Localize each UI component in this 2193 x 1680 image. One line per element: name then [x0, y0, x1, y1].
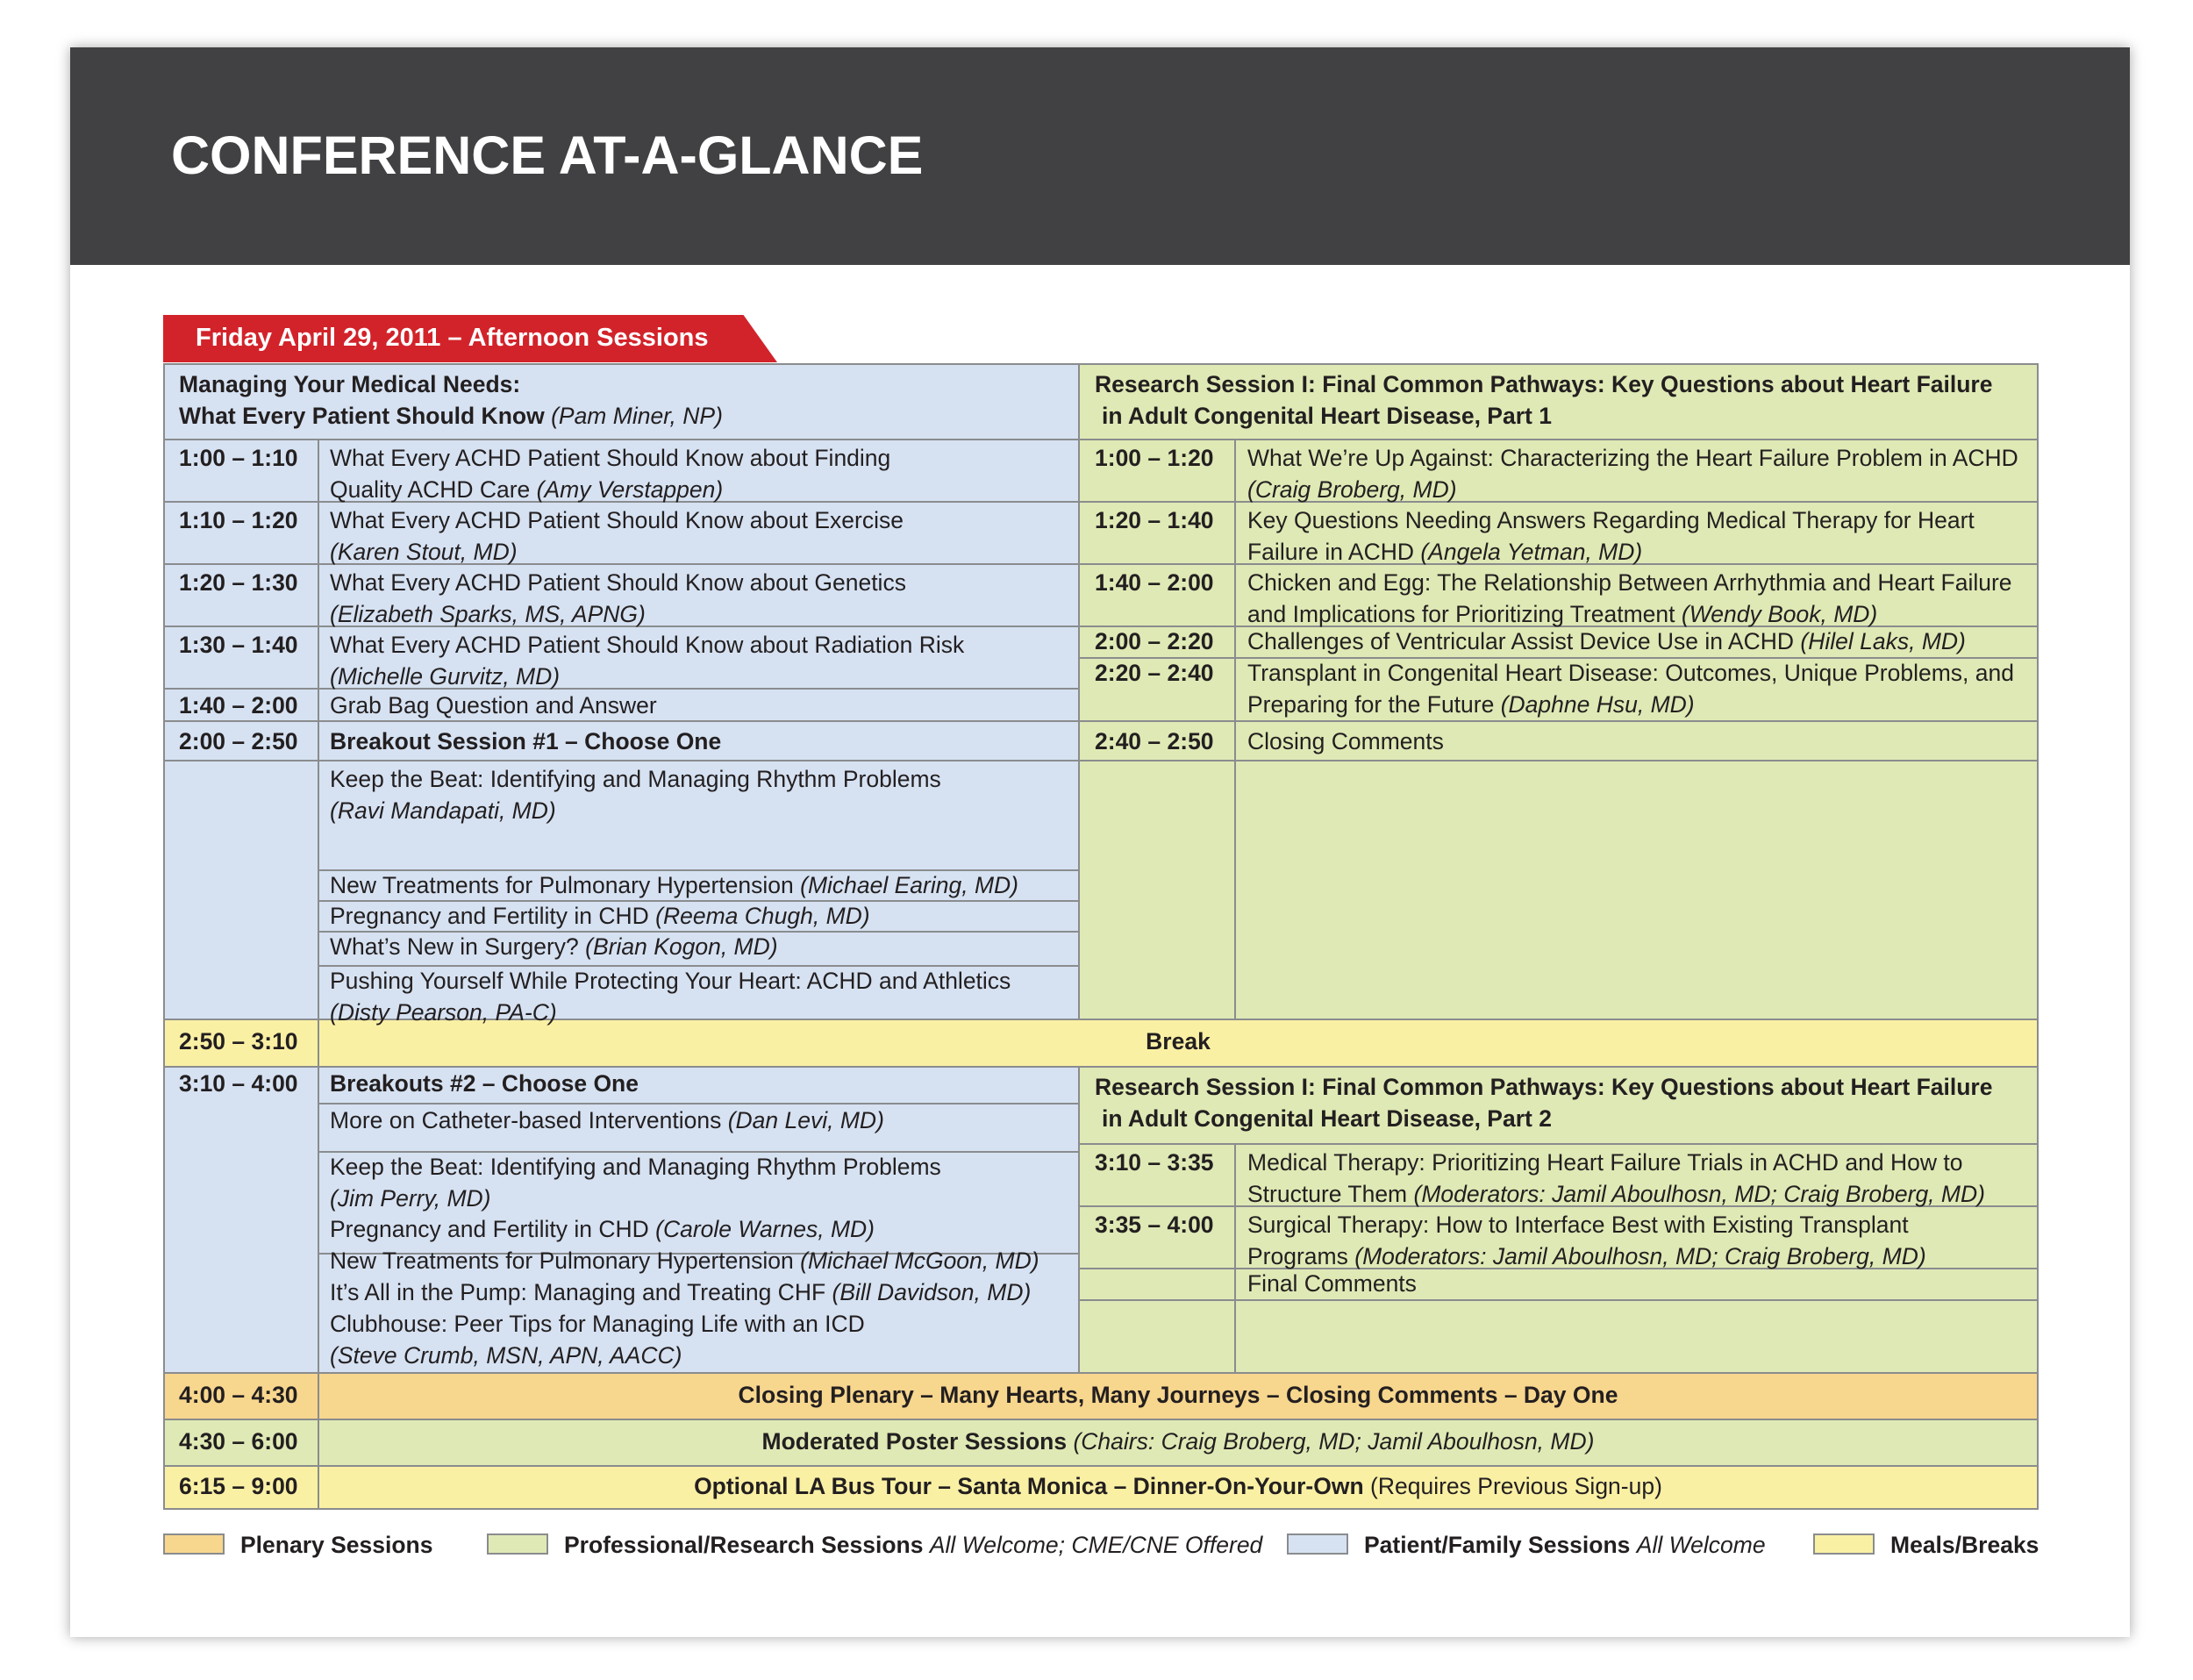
research-item: Key Questions Needing Answers Regarding Medical Therapy for Heart Failure in ACHD (Angela Yetman, MD) — [1247, 507, 1975, 565]
breakout-item: Clubhouse: Peer Tips for Managing Life with an ICD (Steve Crumb, MSN, APN, AACC) — [330, 1311, 865, 1369]
breakout-item: More on Catheter-based Interventions (Dan Levi, MD) — [330, 1107, 884, 1133]
time-slot: 2:00 – 2:50 — [179, 728, 298, 754]
time-slot: 1:00 – 1:20 — [1095, 445, 1214, 471]
time-slot: 3:10 – 4:00 — [179, 1070, 298, 1097]
legend-label-professional: Professional/Research Sessions All Welcome; CME/CNE Offered — [564, 1532, 1263, 1558]
time-slot: 2:20 – 2:40 — [1095, 660, 1214, 686]
time-slot: 1:00 – 1:10 — [179, 445, 298, 471]
break-label: Break — [1146, 1028, 1211, 1054]
research-item: Chicken and Egg: The Relationship Between Arrhythmia and Heart Failure and Implications for Prioritizing Treatment (Wendy Book, MD) — [1247, 569, 2012, 627]
legend-swatch-plenary — [163, 1533, 225, 1555]
legend-swatch-meals — [1813, 1533, 1875, 1555]
time-slot: 3:35 – 4:00 — [1095, 1212, 1214, 1238]
research-item: What We’re Up Against: Characterizing the Heart Failure Problem in ACHD (Craig Broberg, MD) — [1247, 445, 2018, 503]
breakout-item: New Treatments for Pulmonary Hypertension (Michael McGoon, MD) — [330, 1247, 1039, 1274]
time-slot: 1:10 – 1:20 — [179, 507, 298, 533]
breakout-item: Pregnancy and Fertility in CHD (Reema Chugh, MD) — [330, 903, 870, 929]
breakout-item: Pregnancy and Fertility in CHD (Carole Warnes, MD) — [330, 1216, 875, 1242]
breakout-label: Breakouts #2 – Choose One — [330, 1070, 639, 1097]
research-session-header-part1: Research Session I: Final Common Pathways: Key Questions about Heart Failure in Adult Congenital Heart Disease, Part 1 — [1095, 371, 1993, 429]
title-banner — [70, 47, 2130, 265]
time-slot: 1:20 – 1:30 — [179, 569, 298, 596]
plenary-label: Closing Plenary – Many Hearts, Many Journeys – Closing Comments – Day One — [738, 1382, 1618, 1408]
time-slot: 1:20 – 1:40 — [1095, 507, 1214, 533]
research-item: Surgical Therapy: How to Interface Best with Existing Transplant Programs (Moderators: Jamil Aboulhosn, MD; Craig Broberg, MD) — [1247, 1212, 1926, 1269]
legend-label-plenary: Plenary Sessions — [240, 1532, 433, 1558]
poster-session-label: Moderated Poster Sessions (Chairs: Craig Broberg, MD; Jamil Aboulhosn, MD) — [761, 1428, 1595, 1455]
time-slot: 1:40 – 2:00 — [179, 692, 298, 718]
patient-session-header: Managing Your Medical Needs: What Every Patient Should Know (Pam Miner, NP) — [179, 371, 723, 429]
breakout-item: Keep the Beat: Identifying and Managing Rhythm Problems (Ravi Mandapati, MD) — [330, 766, 941, 824]
session-item: What Every ACHD Patient Should Know about Exercise (Karen Stout, MD) — [330, 507, 904, 565]
day-tab — [163, 315, 777, 362]
research-session-header-part2: Research Session I: Final Common Pathways: Key Questions about Heart Failure in Adult Congenital Heart Disease, Part 2 — [1095, 1074, 1993, 1132]
session-item: Grab Bag Question and Answer — [330, 692, 657, 718]
time-slot: 4:30 – 6:00 — [179, 1428, 298, 1455]
time-slot: 2:40 – 2:50 — [1095, 728, 1214, 754]
time-slot: 3:10 – 3:35 — [1095, 1149, 1214, 1176]
time-slot: 2:50 – 3:10 — [179, 1028, 298, 1054]
day-tab-label: Friday April 29, 2011 – Afternoon Sessions — [196, 324, 709, 352]
session-item: What Every ACHD Patient Should Know about Radiation Risk (Michelle Gurvitz, MD) — [330, 632, 965, 690]
schedule-grid — [163, 363, 2039, 1509]
breakout-item: What’s New in Surgery? (Brian Kogon, MD) — [330, 933, 778, 960]
breakout-label: Breakout Session #1 – Choose One — [330, 728, 722, 754]
session-item: What Every ACHD Patient Should Know about Finding Quality ACHD Care (Amy Verstappen) — [330, 445, 891, 503]
research-item: Medical Therapy: Prioritizing Heart Failure Trials in ACHD and How to Structure Them (Moderators: Jamil Aboulhosn, MD; Craig Broberg, MD) — [1247, 1149, 1985, 1207]
time-slot: 4:00 – 4:30 — [179, 1382, 298, 1408]
time-slot: 1:30 – 1:40 — [179, 632, 298, 658]
legend-label-meals: Meals/Breaks — [1890, 1532, 2039, 1558]
time-slot: 6:15 – 9:00 — [179, 1473, 298, 1499]
breakout-item: New Treatments for Pulmonary Hypertension (Michael Earing, MD) — [330, 872, 1018, 898]
legend-label-patient: Patient/Family Sessions All Welcome — [1364, 1532, 1766, 1558]
legend-swatch-patient — [1287, 1533, 1348, 1555]
research-item: Transplant in Congenital Heart Disease: Outcomes, Unique Problems, and Preparing for the Future (Daphne Hsu, MD) — [1247, 660, 2014, 718]
schedule-page — [70, 47, 2130, 1637]
breakout-item: It’s All in the Pump: Managing and Treating CHF (Bill Davidson, MD) — [330, 1279, 1032, 1305]
bus-tour-label: Optional LA Bus Tour – Santa Monica – Dinner-On-Your-Own (Requires Previous Sign-up) — [694, 1473, 1662, 1499]
time-slot: 1:40 – 2:00 — [1095, 569, 1214, 596]
breakout-item: Pushing Yourself While Protecting Your Heart: ACHD and Athletics (Disty Pearson, PA-C) — [330, 968, 1011, 1026]
research-item: Final Comments — [1247, 1270, 1417, 1297]
page-title: CONFERENCE AT-A-GLANCE — [171, 125, 924, 185]
breakout-item: Keep the Beat: Identifying and Managing Rhythm Problems (Jim Perry, MD) — [330, 1154, 941, 1212]
session-item: What Every ACHD Patient Should Know about Genetics (Elizabeth Sparks, MS, APNG) — [330, 569, 906, 627]
research-item: Challenges of Ventricular Assist Device Use in ACHD (Hilel Laks, MD) — [1247, 628, 1966, 654]
time-slot: 2:00 – 2:20 — [1095, 628, 1214, 654]
research-item: Closing Comments — [1247, 728, 1444, 754]
legend-swatch-professional — [487, 1533, 548, 1555]
